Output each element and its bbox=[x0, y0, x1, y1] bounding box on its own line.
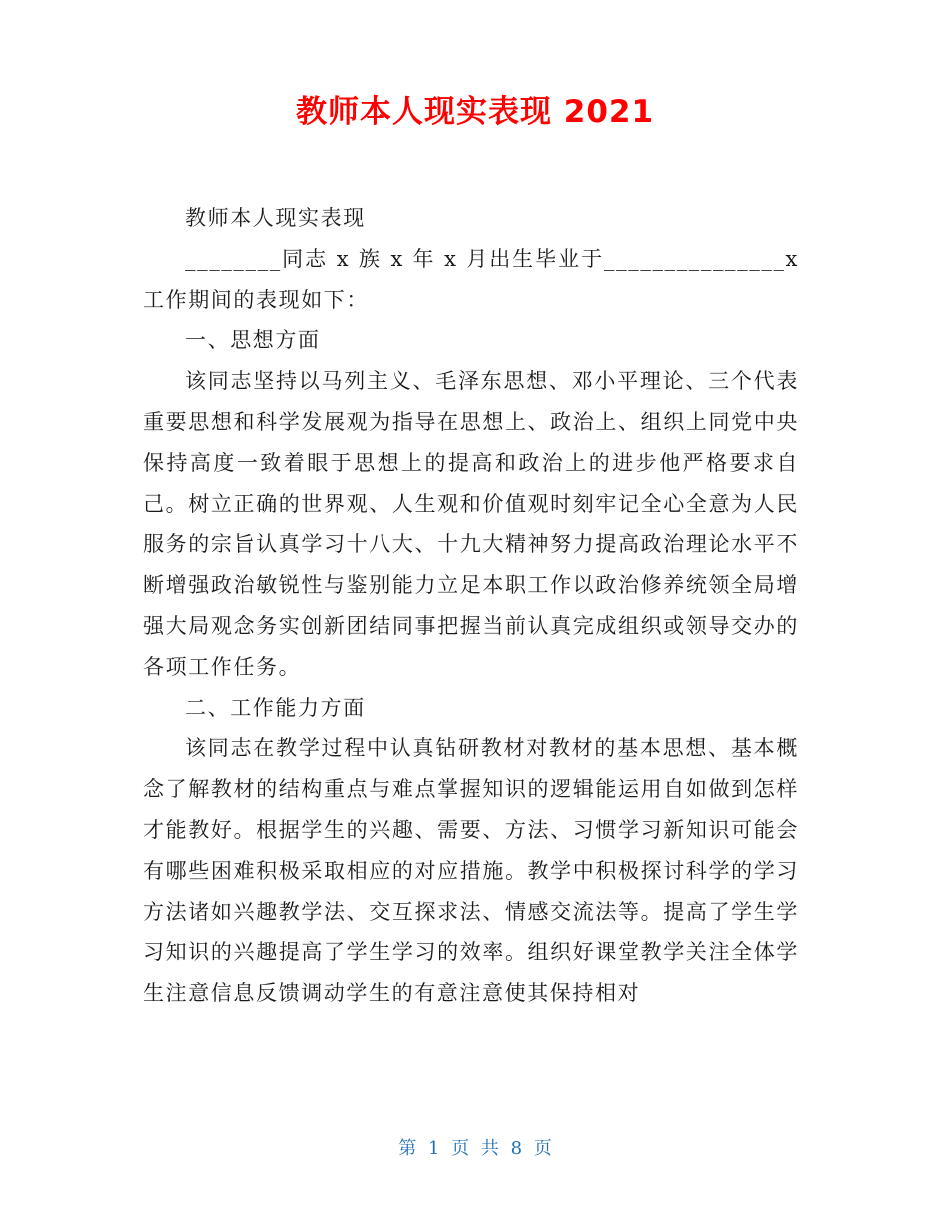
paragraph-ability: 该同志在教学过程中认真钻研教材对教材的基本思想、基本概念了解教材的结构重点与难点掌握知识的逻辑能运用自如做到怎样才能教好。根据学生的兴趣、需要、方法、习惯学习新知识可能会有哪些困难积极采取相应的对应措施。教学中积极探讨科学的学习方法诸如兴趣教学法、交互探求法、情感交流法等。提高了学生学习知识的兴趣提高了学生学习的效率。组织好课堂教学关注全体学生注意信息反馈调动学生的有意注意使其保持相对 bbox=[143, 736, 799, 1006]
page-number-footer: 第 1 页 共 8 页 bbox=[398, 1138, 552, 1159]
paragraph-thought: 该同志坚持以马列主义、毛泽东思想、邓小平理论、三个代表重要思想和科学发展观为指导在思想上、政治上、组织上同党中央保持高度一致着眼于思想上的提高和政治上的进步他严格要求自己。树立正确的世界观、人生观和价值观时刻牢记全心全意为人民服务的宗旨认真学习十八大、十九大精神努力提高政治理论水平不断增强政治敏锐性与鉴别能力立足本职工作以政治修养统领全局增强大局观念务实创新团结同事把握当前认真完成组织或领导交办的各项工作任务。 bbox=[143, 369, 799, 679]
document-body bbox=[143, 198, 799, 1014]
paragraph-subtitle: 教师本人现实表现 bbox=[185, 206, 366, 230]
document-title: 教师本人现实表现 2021 bbox=[295, 94, 655, 130]
section-heading-thought: 一、思想方面 bbox=[185, 328, 321, 353]
paragraph-intro: ________同志 x 族 x 年 x 月出生毕业于_______________x 工作期间的表现如下： bbox=[143, 246, 799, 312]
section-heading-ability: 二、工作能力方面 bbox=[185, 695, 366, 720]
